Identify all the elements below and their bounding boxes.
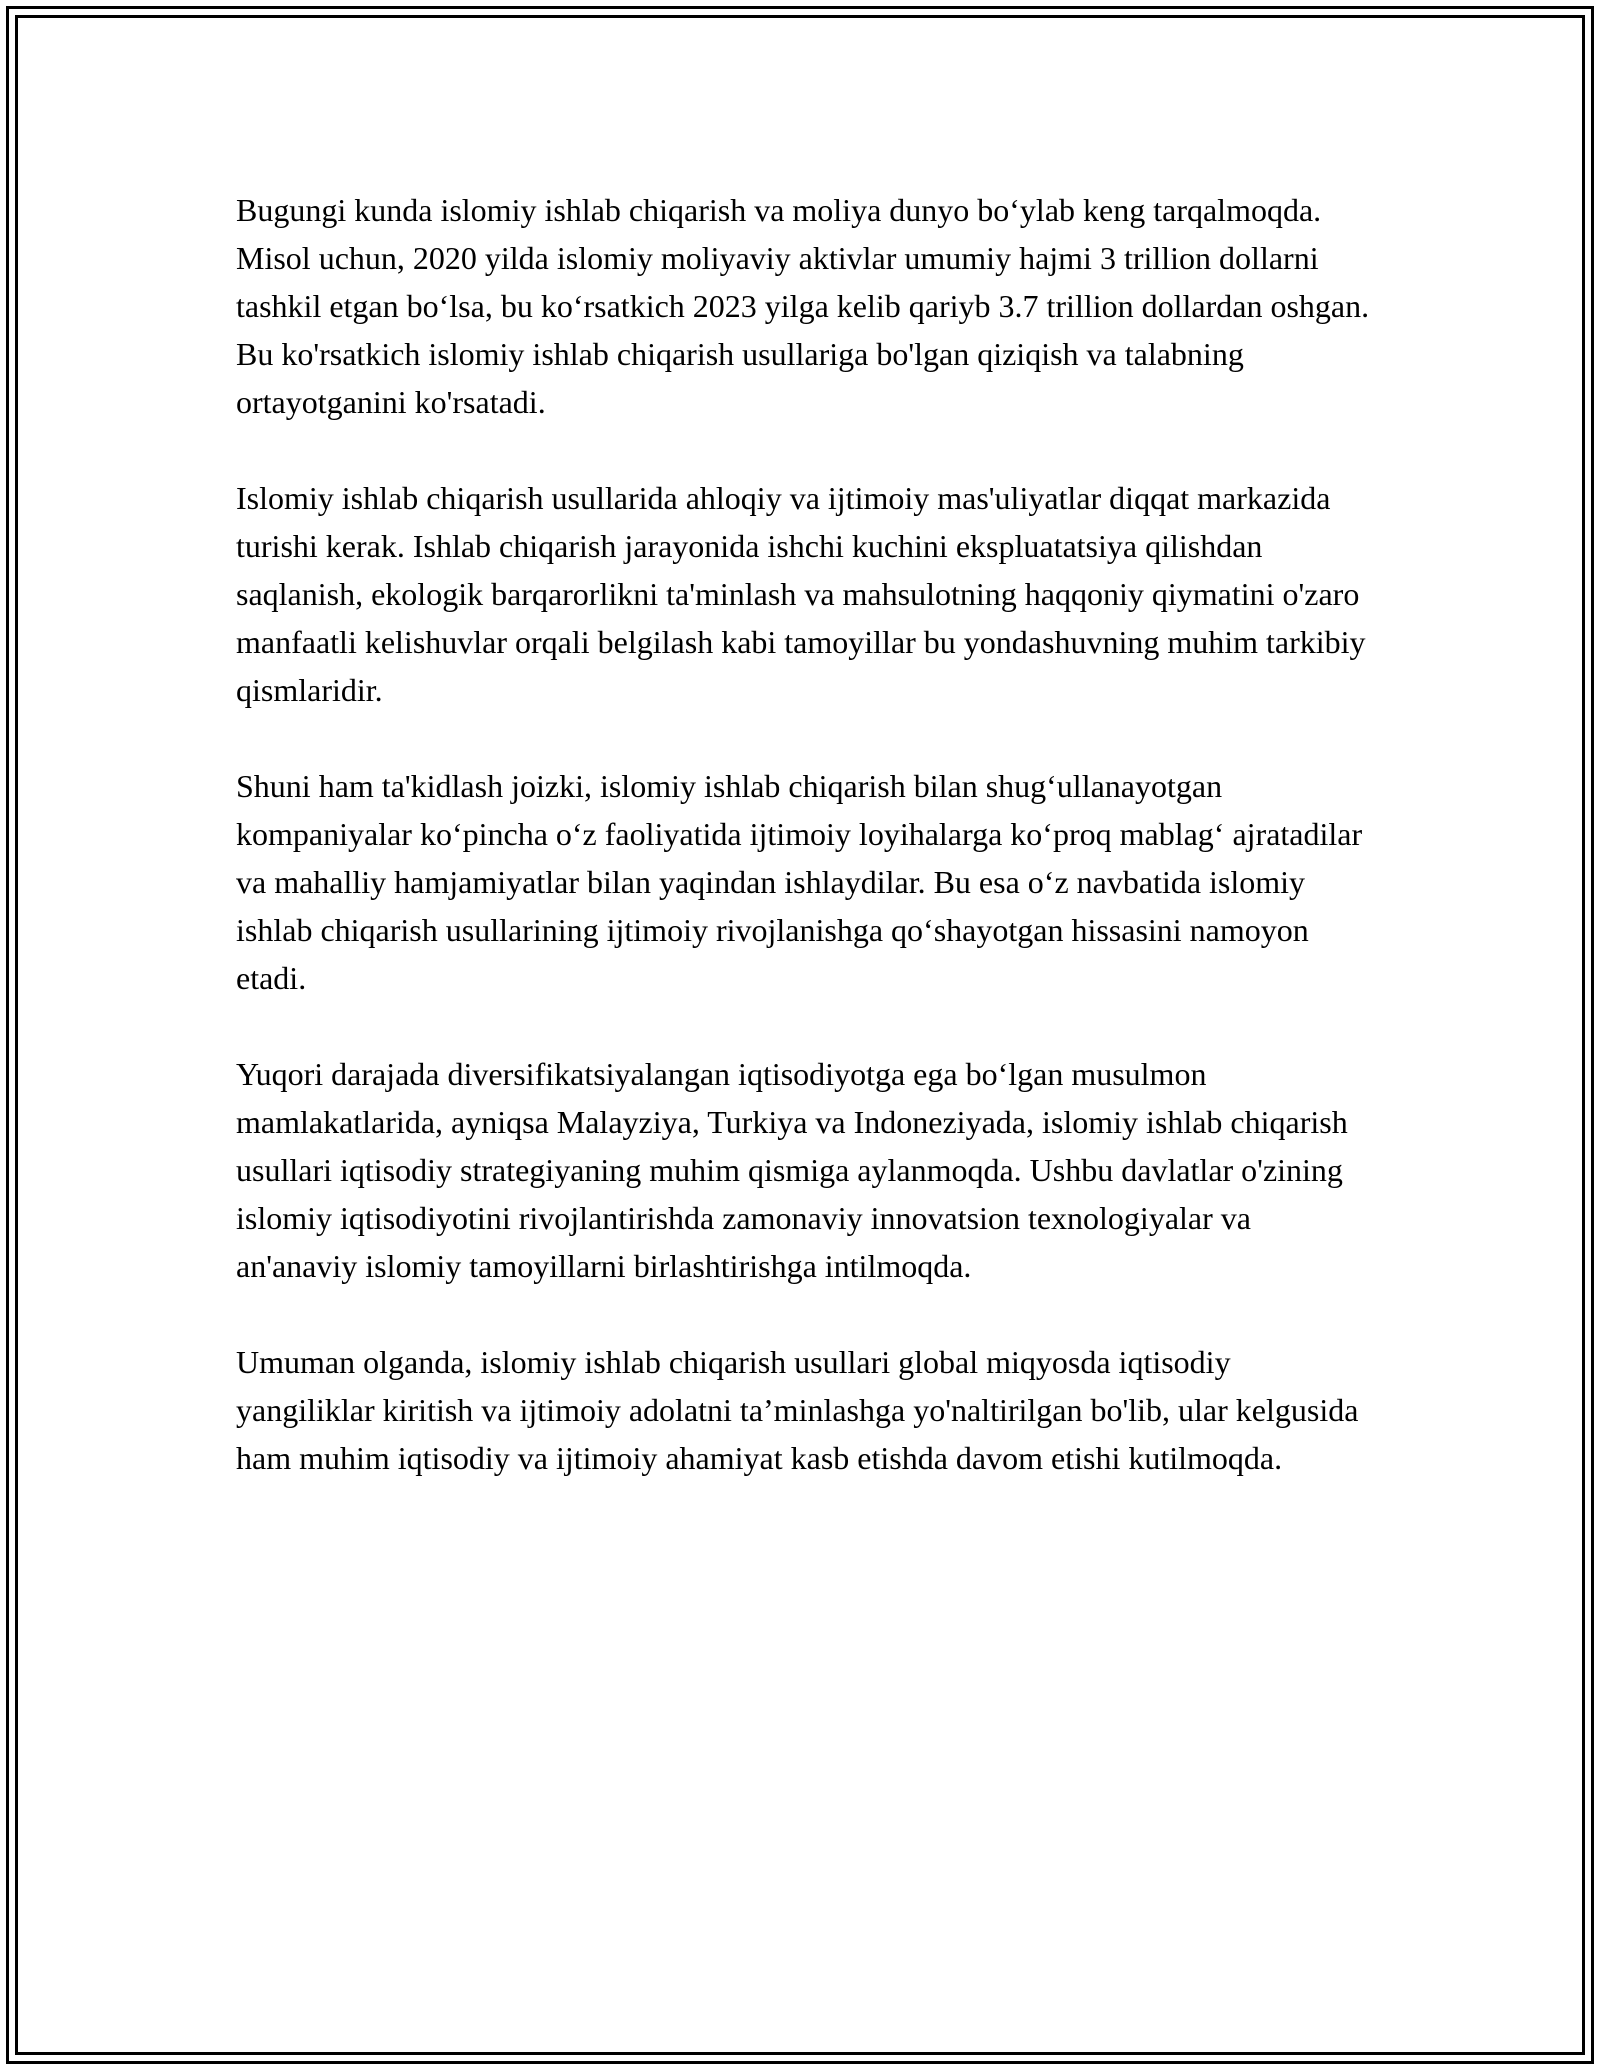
paragraph-5: Umuman olganda, islomiy ishlab chiqarish usullari global miqyosda iqtisodiy yangiliklar kiritish va ijtimoiy adolatni ta’minlashga yo'naltirilgan bo'lib, ular kelgusida ham muhim iqtisodiy va ijtimoiy ahamiyat kasb etishda davom etishi kutilmoqda. <box>236 1344 1359 1476</box>
paragraph-3: Shuni ham ta'kidlash joizki, islomiy ishlab chiqarish bilan shug‘ullanayotgan kompaniyalar ko‘pincha o‘z faoliyatida ijtimoiy loyihalarga ko‘proq mablag‘ ajratadilar va mahalliy hamjamiyatlar bilan yaqindan ishlaydilar. Bu esa o‘z navbatida islomiy ishlab chiqarish usullarining ijtimoiy rivojlanishga qo‘shayotgan hissasini namoyon etadi. <box>236 768 1363 996</box>
paragraph-4: Yuqori darajada diversifikatsiyalangan iqtisodiyotga ega bo‘lgan musulmon mamlakatlarida, ayniqsa Malayziya, Turkiya va Indoneziyada, islomiy ishlab chiqarish usullari iqtisodiy strategiyaning muhim qismiga aylanmoqda. Ushbu davlatlar o'zining islomiy iqtisodiyotini rivojlantirishda zamonaviy innovatsion texnologiyalar va an'anaviy islomiy tamoyillarni birlashtirishga intilmoqda. <box>236 1056 1348 1284</box>
paragraph-2: Islomiy ishlab chiqarish usullarida ahloqiy va ijtimoiy mas'uliyatlar diqqat markazida turishi kerak. Ishlab chiqarish jarayonida ishchi kuchini ekspluatatsiya qilishdan saqlanish, ekologik barqarorlikni ta'minlash va mahsulotning haqqoniy qiymatini o'zaro manfaatli kelishuvlar orqali belgilash kabi tamoyillar bu yondashuvning muhim tarkibiy qismlaridir. <box>236 480 1366 708</box>
paragraph-1: Bugungi kunda islomiy ishlab chiqarish va moliya dunyo bo‘ylab keng tarqalmoqda. Misol uchun, 2020 yilda islomiy moliyaviy aktivlar umumiy hajmi 3 trillion dollarni tashkil etgan bo‘lsa, bu ko‘rsatkich 2023 yilga kelib qariyb 3.7 trillion dollardan oshgan. Bu ko'rsatkich islomiy ishlab chiqarish usullariga bo'lgan qiziqish va talabning ortayotganini ko'rsatadi. <box>236 192 1370 420</box>
document-body <box>236 186 1376 1530</box>
